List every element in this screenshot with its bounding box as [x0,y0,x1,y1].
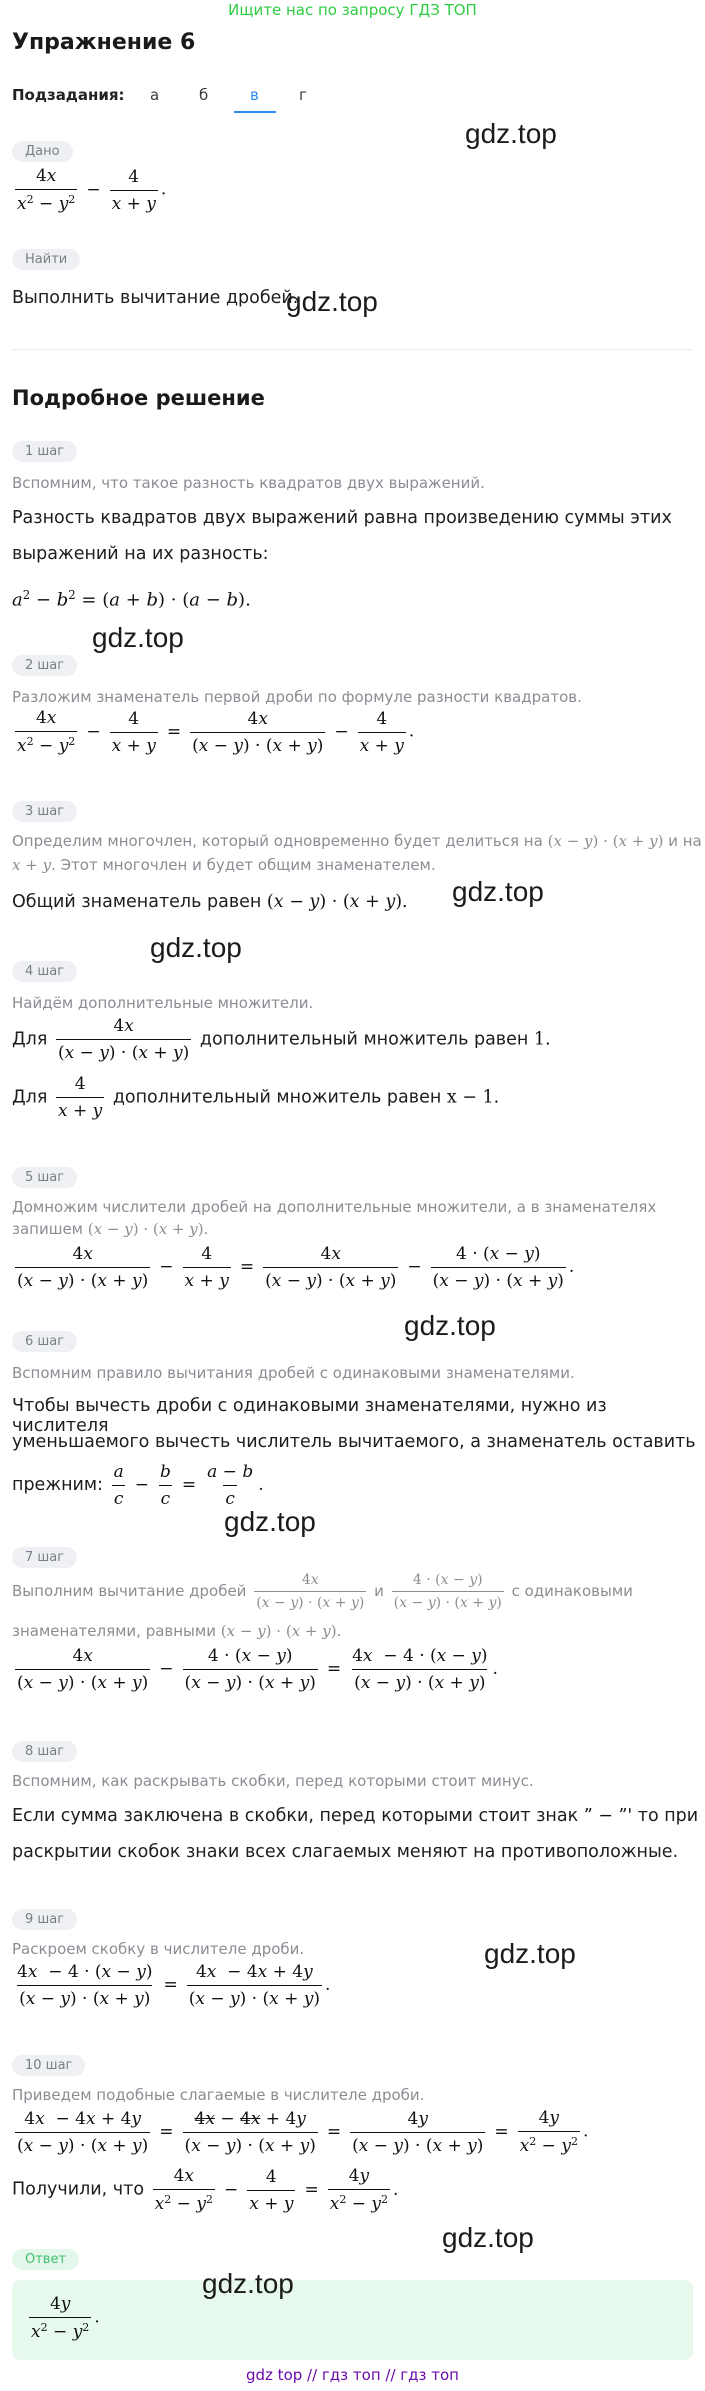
tab-v-active[interactable]: в [250,86,259,104]
step-note: Определим многочлен, который одновременно будет делиться на (x − y) · (x + y) и на [12,832,702,850]
step-note: знаменателями, равными (x − y) · (x + y). [12,1622,342,1640]
watermark: gdz.top [404,1310,496,1341]
solution-title: Подробное решение [12,386,265,410]
step-formula: $\frac{4x}{x^2 - y^2}$ − $\frac{4}{x + y}$ = $\frac{4x}{(x - y) \cdot (x + y)}$ − $\frac{4}{x + y}$ . [17,708,415,757]
step-text: Чтобы вычесть дроби с одинаковыми знаменателями, нужно из числителя [12,1396,607,1436]
step-text: Для $\frac{4}{x + y}$ дополнительный множитель равен x − 1. [12,1074,500,1121]
step-pill: 4 шаг [12,961,77,982]
step-formula: $\frac{4x}{(x - y) \cdot (x + y)}$ − $\frac{4 \cdot (x - y)}{(x - y) \cdot (x + y)}$ = $\frac{4x - 4 \cdot (x - y)}{(x - y) \cdot (x + y)}$ . [17,1646,498,1693]
step-pill: 6 шаг [12,1331,77,1352]
watermark: gdz.top [465,118,557,149]
step-note: Вспомним правило вычитания дробей с одинаковыми знаменателями. [12,1364,575,1382]
step-note: Раскроем скобку в числителе дроби. [12,1940,305,1958]
step-note: Разложим знаменатель первой дроби по формуле разности квадратов. [12,688,582,706]
active-tab-underline [234,111,276,113]
tab-g[interactable]: г [299,86,307,104]
step-pill: 3 шаг [12,801,77,822]
top-banner[interactable]: Ищите нас по запросу ГДЗ ТОП [228,1,477,19]
answer-box [12,2280,693,2360]
step-note: Вспомним, как раскрывать скобки, перед которыми стоит минус. [12,1772,534,1790]
watermark: gdz.top [442,2222,534,2253]
step-text: раскрытии скобок знаки всех слагаемых меняют на противоположные. [12,1842,679,1862]
watermark: gdz.top [202,2268,294,2299]
given-expression: $\frac{4x}{x^2 - y^2}$ − $\frac{4}{x + y}$ . [17,166,167,215]
step-text: Для $\frac{4x}{(x - y) \cdot (x + y)}$ дополнительный множитель равен 1. [12,1016,551,1063]
answer-pill: Ответ [12,2249,79,2270]
step-formula: $a^2 - b^2 = (a + b) \cdot (a - b)$. [12,588,251,611]
step-note: запишем (x − y) · (x + y). [12,1220,209,1238]
step-formula: $\frac{4x}{(x - y) \cdot (x + y)}$ − $\frac{4}{x + y}$ = $\frac{4x}{(x - y) \cdot (x + y)}$ − $\frac{4 \cdot (x - y)}{(x - y) \cdot (x + y)}$ . [17,1244,575,1291]
step-note: Выполним вычитание дробей $\frac{4x}{(x - y) \cdot (x + y)}$ и $\frac{4 \cdot (x - y)}{(x - y) \cdot (x + y)}$ с одинаковыми [12,1572,633,1611]
watermark: gdz.top [286,286,378,317]
step-pill: 9 шаг [12,1909,77,1930]
step-pill: 8 шаг [12,1741,77,1762]
divider [12,349,692,350]
step-text: Разность квадратов двух выражений равна произведению суммы этих [12,508,672,528]
step-text: уменьшаемого вычесть числитель вычитаемого, а знаменатель оставить [12,1432,696,1452]
footer-links[interactable]: gdz top // гдз топ // гдз топ [246,2366,459,2384]
tab-a[interactable]: а [150,86,160,104]
step-note: x + y. Этот многочлен и будет общим знаменателем. [12,856,436,874]
step-note: Вспомним, что такое разность квадратов двух выражений. [12,474,485,492]
step-note: Найдём дополнительные множители. [12,994,314,1012]
answer-expression: $\frac{4y}{x^2 - y^2}$ . [31,2294,100,2343]
step-text: Если сумма заключена в скобки, перед которыми стоит знак ” − ”' то при [12,1806,699,1826]
step-note: Приведем подобные слагаемые в числителе дроби. [12,2086,425,2104]
step-pill: 2 шаг [12,655,77,676]
given-pill: Дано [12,141,73,162]
step-pill: 1 шаг [12,441,77,462]
watermark: gdz.top [452,876,544,907]
find-pill: Найти [12,249,80,270]
watermark: gdz.top [92,622,184,653]
find-text: Выполнить вычитание дробей. [12,288,299,308]
step-formula: $\frac{4x - 4 \cdot (x - y)}{(x - y) \cdot (x + y)}$ = $\frac{4x - 4x + 4y}{(x - y) \cdot (x + y)}$ . [17,1962,331,2009]
watermark: gdz.top [224,1506,316,1537]
step-text: Общий знаменатель равен (x − y) · (x + y). [12,892,408,912]
step-pill: 10 шаг [12,2055,85,2076]
tab-b[interactable]: б [199,86,209,104]
page-title: Упражнение 6 [12,30,196,55]
step-formula: $\frac{4x - 4x + 4y}{(x - y) \cdot (x + y)}$ = $\frac{4x - 4x + 4y}{(x - y) \cdot (x + y)}$ = $\frac{4y}{(x - y) \cdot (x + y)}$ = $\frac{4y}{x^2 - y^2}$ . [17,2108,589,2157]
step-pill: 5 шаг [12,1167,77,1188]
step-pill: 7 шаг [12,1547,77,1568]
step-text: Получили, что $\frac{4x}{x^2 - y^2}$ − $\frac{4}{x + y}$ = $\frac{4y}{x^2 - y^2}$ . [12,2166,399,2215]
step-text: прежним: $\frac{a}{c}$ − $\frac{b}{c}$ = $\frac{a - b}{c}$ . [12,1462,264,1509]
step-note: Домножим числители дробей на дополнительные множители, а в знаменателях [12,1198,657,1216]
subtasks-label: Подзадания: [12,86,125,104]
watermark: gdz.top [150,932,242,963]
step-text: выражений на их разность: [12,544,269,564]
watermark: gdz.top [484,1938,576,1969]
